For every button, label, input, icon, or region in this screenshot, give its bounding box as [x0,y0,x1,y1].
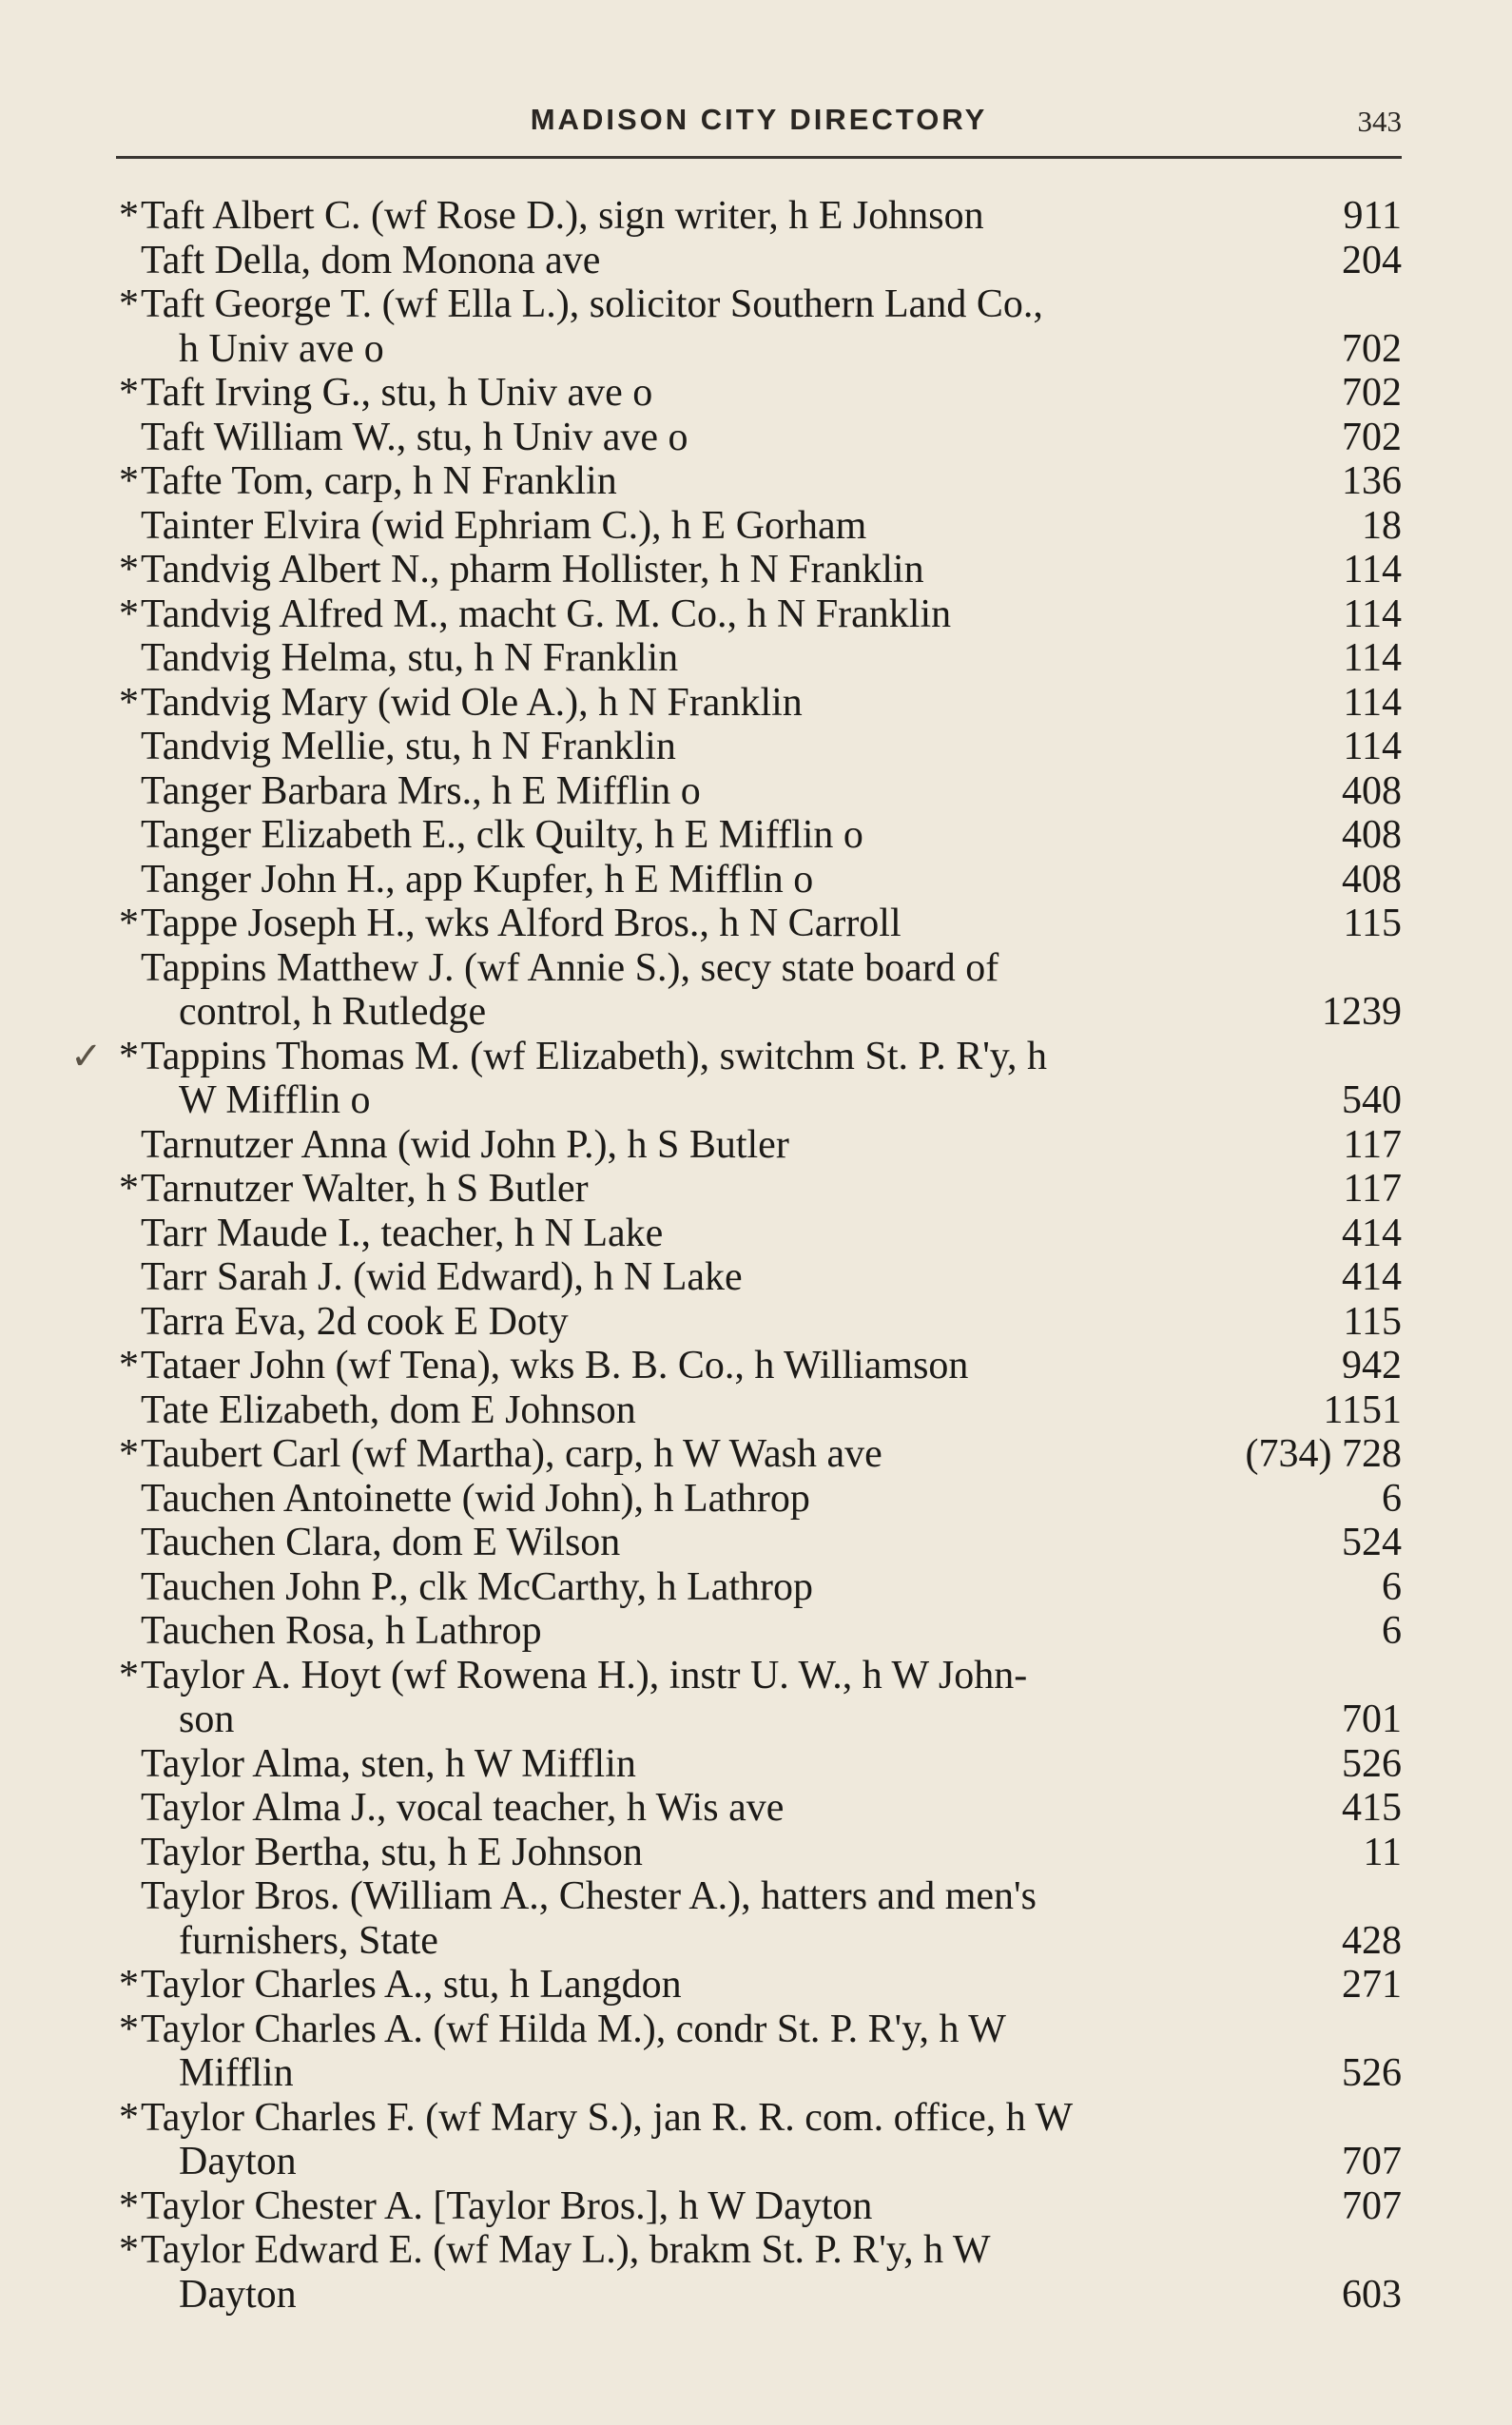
entry-line [116,2184,1402,2229]
entry-name: Tarnutzer Walter, h S Butler [141,1167,589,1211]
entry-line [116,371,1402,416]
entry-name: Taft Della, dom Monona ave [141,238,601,282]
house-number: 271 [1342,1963,1402,2007]
entry-line [116,1565,1402,1610]
house-number: 428 [1342,1918,1402,1963]
header-rule [116,156,1402,159]
directory-entry [116,1255,1402,1300]
entry-name: Taylor Bros. (William A., Chester A.), hatters and men's [141,1874,1037,1918]
entry-name: Taft Albert C. (wf Rose D.), sign writer, h E Johnson [141,194,984,238]
house-number: 526 [1342,1741,1402,1786]
entry-line [116,1521,1402,1565]
entry-line [116,1123,1402,1168]
directory-entry [116,1565,1402,1610]
house-number: 6 [1382,1609,1402,1653]
entry-name: Tarnutzer Anna (wid John P.), h S Butler [141,1122,789,1167]
asterisk-marker: * [119,1344,139,1387]
house-number: 6 [1382,1564,1402,1609]
asterisk-marker: * [119,1034,139,1078]
entry-line [116,902,1402,946]
asterisk-marker: * [119,1963,139,2007]
entry-line [116,2096,1402,2141]
directory-entry [116,239,1402,283]
house-number: 114 [1343,592,1402,636]
entry-line [116,239,1402,283]
house-number: 702 [1342,415,1402,459]
entry-name: Tauchen Clara, dom E Wilson [141,1521,621,1564]
page-number: 343 [1357,105,1402,138]
directory-entry [116,504,1402,549]
directory-entry [116,1432,1402,1477]
directory-entry [116,769,1402,814]
house-number: 408 [1342,813,1402,857]
house-number: 114 [1343,548,1402,592]
house-number: 11 [1363,1830,1402,1874]
entry-line [70,1034,1402,1079]
house-number: 117 [1343,1122,1402,1167]
entry-line [116,2140,1402,2184]
entry-name: Tate Elizabeth, dom E Johnson [141,1387,636,1432]
house-number: 114 [1343,725,1402,768]
directory-entry [116,592,1402,637]
entry-name: Taft William W., stu, h Univ ave o [141,415,688,459]
house-number: 540 [1342,1078,1402,1122]
directory-entry [116,1388,1402,1433]
house-number: 911 [1343,194,1402,238]
entry-name: Tappe Joseph H., wks Alford Bros., h N Carroll [141,902,901,945]
entry-name: Taylor Edward E. (wf May L.), brakm St. P. R'y, h W [141,2228,991,2272]
entry-continuation: Mifflin [179,2051,294,2095]
house-number: 136 [1342,459,1402,503]
directory-entry [116,194,1402,239]
entry-line [116,1078,1402,1123]
entry-name: Tauchen John P., clk McCarthy, h Lathrop [141,1564,814,1609]
entry-name: Taft Irving G., stu, h Univ ave o [141,371,653,415]
directory-entry [116,946,1402,1035]
entry-name: Taylor Charles A. (wf Hilda M.), condr St. P. R'y, h W [141,2007,1006,2051]
entry-line [116,194,1402,239]
house-number: 524 [1342,1521,1402,1564]
entry-line [116,1786,1402,1831]
entry-line [116,1477,1402,1522]
entry-name: Tataer John (wf Tena), wks B. B. Co., h Williamson [141,1344,969,1387]
page-header [116,103,1402,145]
house-number: 1239 [1322,990,1402,1034]
entry-line [116,2051,1402,2096]
asterisk-marker: * [119,1167,139,1211]
house-number: (734) 728 [1245,1432,1402,1476]
entry-name: Tafte Tom, carp, h N Franklin [141,459,617,503]
asterisk-marker: * [119,2095,139,2140]
directory-entry [116,636,1402,681]
check-mark-icon: ✓ [70,1034,103,1078]
entry-name: Tarr Maude I., teacher, h N Lake [141,1211,664,1255]
asterisk-marker: * [119,2183,139,2228]
entry-name: Taylor Chester A. [Taylor Bros.], h W Dayton [141,2183,873,2228]
directory-entry [116,1742,1402,1787]
entry-continuation: control, h Rutledge [179,990,487,1034]
house-number: 603 [1342,2272,1402,2317]
directory-entry [116,1786,1402,1831]
entry-name: Tandvig Alfred M., macht G. M. Co., h N Franklin [141,592,952,636]
entry-line [116,946,1402,991]
house-number: 1151 [1323,1387,1402,1432]
entry-line [116,1432,1402,1477]
house-number: 204 [1342,238,1402,282]
house-number: 415 [1342,1786,1402,1830]
house-number: 18 [1362,503,1402,548]
entry-line [116,1344,1402,1388]
house-number: 701 [1342,1698,1402,1741]
house-number: 117 [1343,1167,1402,1211]
directory-entry [116,902,1402,946]
directory-entry [116,681,1402,726]
house-number: 707 [1342,2140,1402,2183]
asterisk-marker: * [119,459,139,503]
directory-entry [116,1874,1402,1963]
entry-name: Tanger John H., app Kupfer, h E Mifflin o [141,857,814,902]
entry-line [116,416,1402,460]
asterisk-marker: * [119,1653,139,1698]
entry-continuation: son [179,1698,235,1741]
house-number: 114 [1343,680,1402,725]
entry-name: Taylor A. Hoyt (wf Rowena H.), instr U. W., h W John- [141,1653,1028,1698]
house-number: 414 [1342,1255,1402,1299]
entry-name: Taubert Carl (wf Martha), carp, h W Wash ave [141,1432,882,1476]
entry-continuation: Dayton [179,2140,297,2183]
house-number: 115 [1343,902,1402,945]
house-number: 6 [1382,1476,1402,1521]
asterisk-marker: * [119,592,139,636]
entry-line [116,858,1402,902]
entry-line [116,636,1402,681]
directory-entry [116,282,1402,371]
entry-line [116,592,1402,637]
directory-entry [116,2008,1402,2096]
directory-entry [116,1521,1402,1565]
page-title: MADISON CITY DIRECTORY [530,103,988,136]
directory-entry [116,1609,1402,1654]
directory-entry [116,371,1402,416]
entry-line [116,459,1402,504]
entry-line [116,990,1402,1035]
directory-entry [116,858,1402,902]
entry-line [116,504,1402,549]
entry-name: Tappins Matthew J. (wf Annie S.), secy state board of [141,945,999,990]
directory-entry [116,2096,1402,2184]
asterisk-marker: * [119,2228,139,2272]
entry-name: Tandvig Albert N., pharm Hollister, h N Franklin [141,548,924,592]
house-number: 408 [1342,857,1402,902]
directory-entry [116,813,1402,858]
directory-entry [116,459,1402,504]
entry-name: Tandvig Helma, stu, h N Franklin [141,636,679,680]
entry-name: Taylor Charles A., stu, h Langdon [141,1963,682,2007]
directory-entry [116,2228,1402,2317]
entry-name: Taft George T. (wf Ella L.), solicitor Southern Land Co., [141,282,1043,326]
entry-line [116,1212,1402,1256]
entry-line [116,1300,1402,1345]
entry-line [116,769,1402,814]
entry-line [116,2228,1402,2273]
house-number: 942 [1342,1344,1402,1387]
entry-name: Tanger Barbara Mrs., h E Mifflin o [141,768,701,813]
entry-name: Tauchen Rosa, h Lathrop [141,1609,542,1653]
directory-entry [116,1477,1402,1522]
entry-line [116,1609,1402,1654]
entry-line [116,1654,1402,1698]
house-number: 526 [1342,2051,1402,2095]
directory-entries [70,194,1402,2317]
asterisk-marker: * [119,1432,139,1476]
directory-entry [116,2184,1402,2229]
entry-line [116,1698,1402,1742]
directory-entry [70,1034,1402,1123]
entry-name: Taylor Charles F. (wf Mary S.), jan R. R. com. office, h W [141,2095,1074,2140]
entry-name: Tainter Elvira (wid Ephriam C.), h E Gorham [141,503,867,548]
entry-name: Tappins Thomas M. (wf Elizabeth), switchm St. P. R'y, h [141,1034,1048,1078]
asterisk-marker: * [119,902,139,945]
asterisk-marker: * [119,680,139,725]
entry-line [116,1255,1402,1300]
entry-name: Taylor Alma J., vocal teacher, h Wis ave [141,1786,785,1830]
house-number: 702 [1342,371,1402,415]
entry-line [116,1742,1402,1787]
house-number: 115 [1343,1299,1402,1344]
directory-entry [116,1212,1402,1256]
entry-line [116,1831,1402,1875]
entry-line [116,1874,1402,1919]
house-number: 414 [1342,1211,1402,1255]
entry-continuation: furnishers, State [179,1918,438,1963]
entry-name: Tarra Eva, 2d cook E Doty [141,1299,569,1344]
entry-name: Tarr Sarah J. (wid Edward), h N Lake [141,1255,743,1299]
asterisk-marker: * [119,282,139,326]
entry-line [116,1963,1402,2008]
entry-line [116,1388,1402,1433]
entry-name: Tandvig Mellie, stu, h N Franklin [141,725,676,768]
directory-entry [116,1344,1402,1388]
entry-line [116,1167,1402,1212]
entry-line [116,1919,1402,1964]
entry-continuation: W Mifflin o [179,1078,371,1122]
directory-entry [116,1963,1402,2008]
entry-line [116,813,1402,858]
house-number: 707 [1342,2183,1402,2228]
entry-line [116,681,1402,726]
entry-continuation: Dayton [179,2272,297,2317]
directory-entry [116,1654,1402,1742]
entry-name: Taylor Alma, sten, h W Mifflin [141,1741,636,1786]
entry-line [116,2273,1402,2318]
asterisk-marker: * [119,194,139,238]
house-number: 408 [1342,768,1402,813]
entry-line [116,2008,1402,2052]
entry-name: Tanger Elizabeth E., clk Quilty, h E Mifflin o [141,813,863,857]
house-number: 702 [1342,326,1402,371]
directory-entry [116,725,1402,769]
entry-name: Tauchen Antoinette (wid John), h Lathrop [141,1476,810,1521]
directory-entry [116,1300,1402,1345]
entry-name: Tandvig Mary (wid Ole A.), h N Franklin [141,680,803,725]
directory-entry [116,1123,1402,1168]
entry-line [116,282,1402,327]
asterisk-marker: * [119,548,139,592]
entry-line [116,548,1402,592]
directory-entry [116,416,1402,460]
directory-entry [116,1167,1402,1212]
asterisk-marker: * [119,371,139,415]
house-number: 114 [1343,636,1402,680]
entry-line [116,725,1402,769]
entry-name: Taylor Bertha, stu, h E Johnson [141,1830,643,1874]
entry-continuation: h Univ ave o [179,326,384,371]
directory-entry [116,1831,1402,1875]
asterisk-marker: * [119,2007,139,2051]
entry-line [116,327,1402,372]
directory-entry [116,548,1402,592]
